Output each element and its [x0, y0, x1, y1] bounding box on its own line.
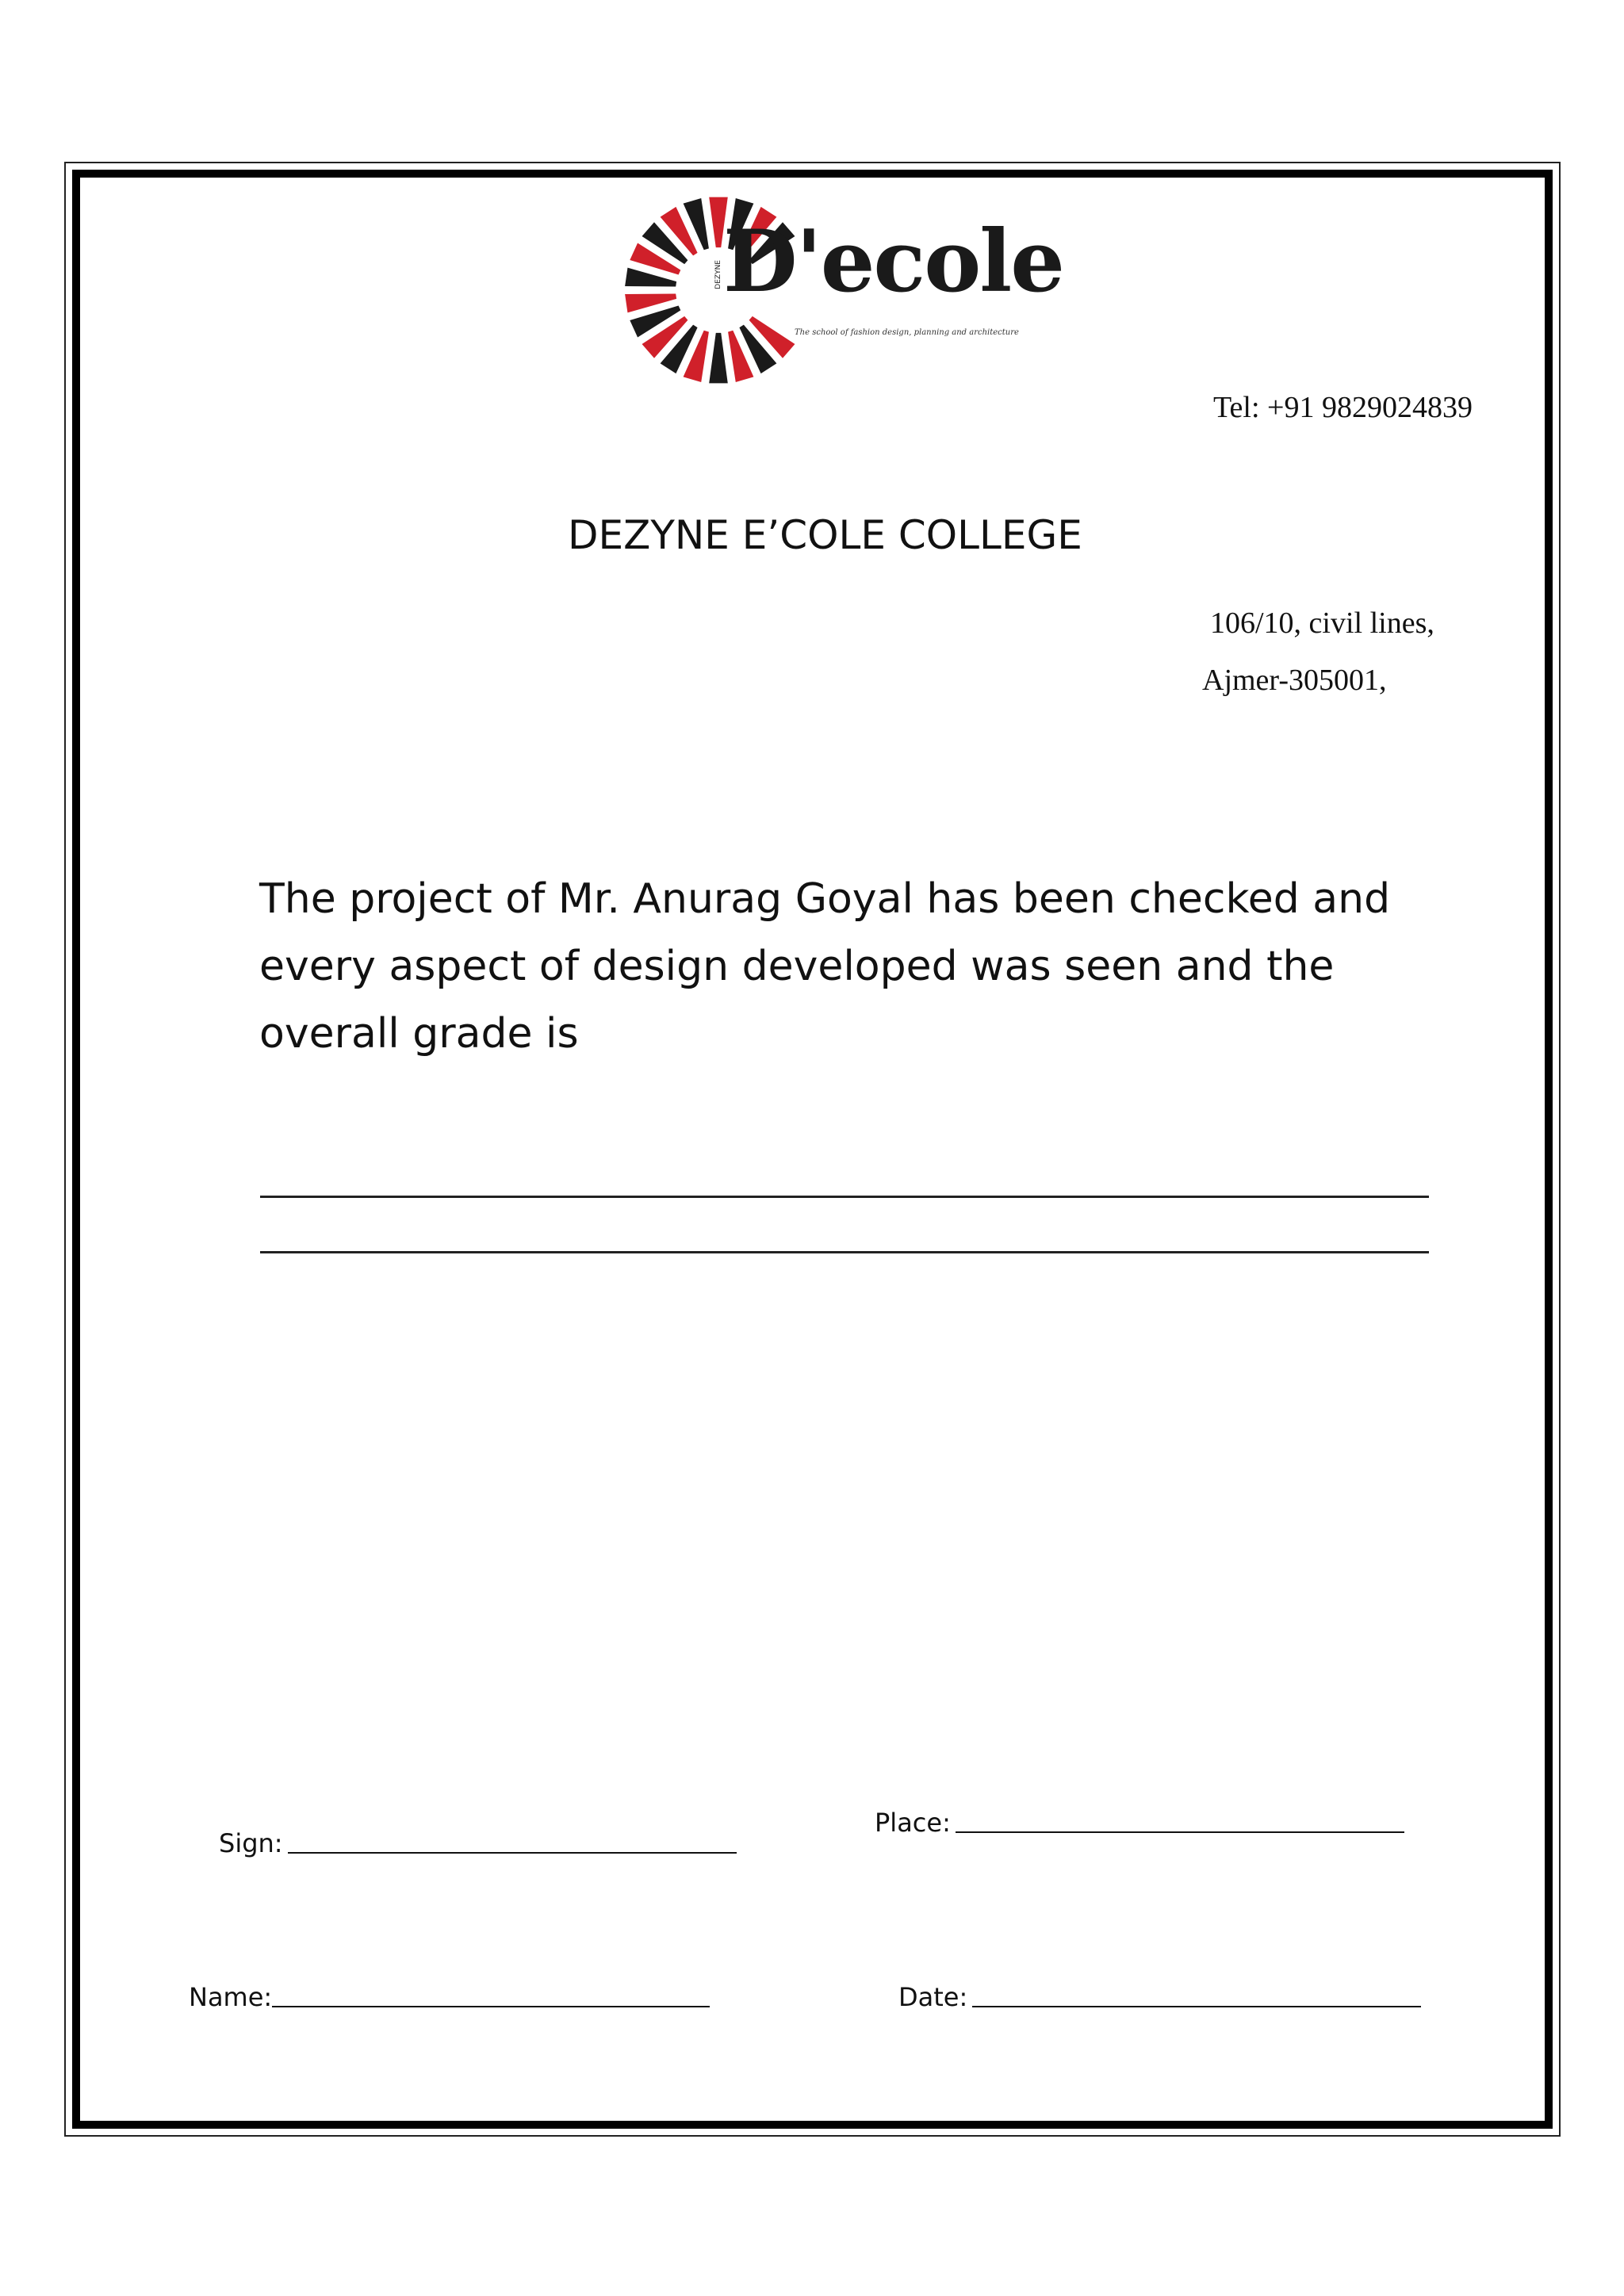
place-blank-line	[956, 1831, 1404, 1833]
place-field[interactable]	[875, 1808, 1404, 1838]
name-blank-line	[272, 2006, 710, 2007]
logo-wordmark: D'ecole	[723, 212, 1063, 312]
college-name: DEZYNE E’COLE COLLEGE	[568, 512, 1082, 558]
name-field[interactable]	[189, 1982, 710, 2012]
grade-blank-line-2	[260, 1251, 1429, 1253]
sign-field[interactable]	[219, 1828, 737, 1858]
sign-label: Sign:	[219, 1828, 283, 1858]
place-label: Place:	[875, 1808, 951, 1838]
name-label: Name:	[189, 1982, 273, 2012]
college-logo	[617, 187, 1063, 393]
logo-vertical-text: DEZYNE	[714, 260, 722, 289]
address-line-1: 106/10, civil lines,	[1210, 607, 1434, 640]
sign-blank-line	[288, 1852, 737, 1854]
logo-tagline: The school of fashion design, planning and architecture	[795, 328, 1019, 337]
grade-blank-line-1	[260, 1196, 1429, 1198]
date-blank-line	[972, 2006, 1421, 2007]
date-label: Date:	[898, 1982, 968, 2012]
telephone-number: Tel: +91 9829024839	[1213, 391, 1473, 424]
address-line-2: Ajmer-305001,	[1202, 664, 1387, 697]
logo-ray	[709, 333, 728, 384]
grade-statement: The project of Mr. Anurag Goyal has been checked and every aspect of design developed was seen and the overall grade is	[259, 875, 1391, 1058]
date-field[interactable]	[898, 1982, 1421, 2012]
